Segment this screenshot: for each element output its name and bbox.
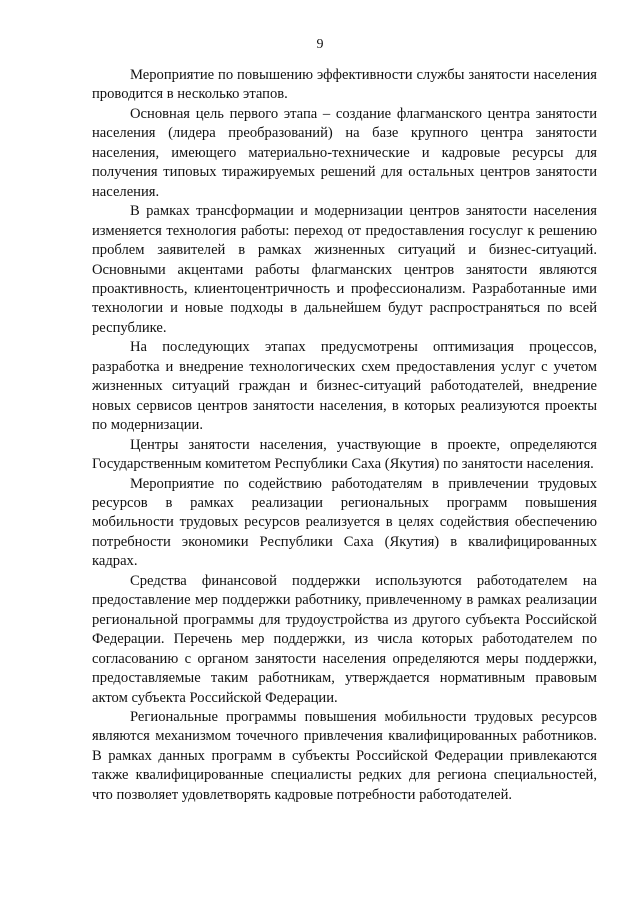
paragraph-next-stages: На последующих этапах предусмотрены оптимизация процессов, разработка и внедрение технологических схем предоставления услуг с учетом жизненных ситуаций граждан и бизнес-ситуаций работодателей, внедрение новых сервисов центров занятости населения, в которых реализуются проекты по модернизации.	[92, 339, 597, 434]
paragraph-first-stage-goal: Основная цель первого этапа – создание флагманского центра занятости населения (лидера преобразований) на базе крупного центра занятости населения, имеющего материально-технические и кадровые ресурсы для получения типовых тиражируемых решений для остальных центров занятости населения.	[92, 105, 597, 200]
paragraph-participating-centers: Центры занятости населения, участвующие в проекте, определяются Государственным комитетом Республики Саха (Якутия) по занятости населения.	[92, 436, 597, 473]
paragraph-financial-support: Средства финансовой поддержки используются работодателем на предоставление мер поддержки работнику, привлеченному в рамках реализации региональной программы для трудоустройства из другого субъекта Российской Федерации. Перечень мер поддержки, из числа которых работодателем по согласованию с органом занятости населения определяются меры поддержки, предоставляемые таким работникам, утверждается нормативным правовым актом субъекта Российской Федерации.	[92, 572, 597, 706]
paragraph-employer-assistance: Мероприятие по содействию работодателям в привлечении трудовых ресурсов в рамках реализации региональных программ повышения мобильности трудовых ресурсов реализуется в целях содействия обеспечению потребности экономики Республики Саха (Якутия) в квалифицированных кадрах.	[92, 475, 597, 570]
paragraph-regional-programs: Региональные программы повышения мобильности трудовых ресурсов являются механизмом точечного привлечения квалифицированных работников. В рамках данных программ в субъекты Российской Федерации привлекаются также квалифицированные специалисты редких для региона специальностей, что позволяет удовлетворять кадровые потребности работодателей.	[92, 708, 597, 803]
paragraph-efficiency-measure: Мероприятие по повышению эффективности службы занятости населения проводится в несколько этапов.	[92, 67, 597, 103]
paragraph-transformation: В рамках трансформации и модернизации центров занятости населения изменяется технология работы: переход от предоставления госуслуг к решению проблем заявителей в рамках жизненных ситуаций и бизнес-ситуаций. Основными акцентами работы флагманских центров занятости являются проактивность, клиентоцентричность и профессионализм. Разработанные ими технологии и новые подходы в дальнейшем будут распространяться по всей республике.	[92, 203, 597, 336]
page-number: 9	[316, 37, 324, 52]
document-body	[92, 66, 597, 805]
